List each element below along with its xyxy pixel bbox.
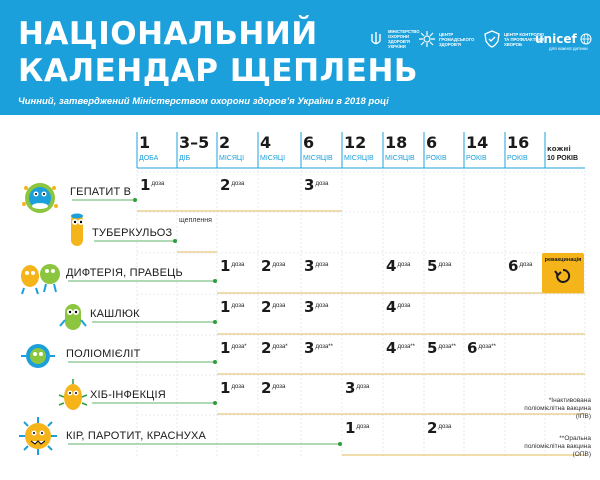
dose-number: 3 [304,176,315,194]
column-unit-10: 10 РОКІВ [547,155,579,162]
dose-number: 5 [427,257,438,275]
column-unit-7: РОКІВ [426,155,447,162]
dose-number: 2 [261,257,272,275]
dose-cell [304,341,333,356]
connector-dot [213,320,217,324]
dose-footnote-mark: * [285,344,288,350]
dose-number: 4 [386,339,397,357]
dose-number: 3 [304,298,315,316]
disease-label-2: ДИФТЕРІЯ, ПРАВЕЦЬ [66,267,183,279]
column-age-10: кожні [547,145,571,153]
column-unit-0: ДОБА [139,155,159,162]
disease-label-5: ХІБ-ІНФЕКЦІЯ [90,389,166,401]
footnote-opv: **Оральна поліомієлітна вакцина (ОПВ) [524,435,591,458]
dose-word: доза [231,344,245,350]
dose-word: доза [272,384,286,390]
dose-word: доза [231,303,245,309]
connector-dot [173,239,177,243]
column-unit-4: МІСЯЦІВ [303,155,333,162]
dose-number: 1 [220,257,231,275]
dose-number: 1 [140,176,151,194]
connector-dot [338,442,342,446]
repeat-arrow-icon [554,267,572,285]
logo-disease-control-center-text: ЦЕНТР КОНТРОЛЮ ТА ПРОФІЛАКТИКИ ХВОРОБ [504,31,544,47]
dose-word: доза [231,181,245,187]
connector-dot [133,198,137,202]
column-unit-5: МІСЯЦІВ [344,155,374,162]
connector-dot [213,360,217,364]
dose-number: 4 [386,298,397,316]
page-subtitle: Чинний, затверджений Міністерством охорони здоров’я України в 2018 році [18,96,389,107]
dose-footnote-mark: ** [491,344,496,350]
dose-number: 1 [220,379,231,397]
dose-word: доза [272,303,286,309]
column-unit-1: ДІБ [179,155,191,162]
polio-virus-icon [18,340,58,372]
dose-cell [261,341,288,356]
column-age-2: 2 [219,133,231,152]
dose-cell [140,178,164,193]
dose-number: 3 [304,257,315,275]
hib-bacterium-icon [58,375,88,415]
connector-dot [213,401,217,405]
revaccination-label: ревакцинація [544,257,582,263]
dose-number: 2 [261,339,272,357]
dose-number: 4 [386,257,397,275]
dose-word: доза [397,262,411,268]
connector-dot [213,279,217,283]
column-age-0: 1 [139,133,151,152]
dose-footnote-mark: ** [328,344,333,350]
column-age-1: 3–5 [179,133,210,152]
dose-number: 2 [261,379,272,397]
hepatitis-b-virus-icon [18,178,62,218]
dose-number: 2 [427,419,438,437]
dose-number: 6 [508,257,519,275]
dose-word: доза [315,262,329,268]
disease-label-4: ПОЛІОМІЄЛІТ [66,348,141,360]
grid-lines [137,132,585,456]
dose-cell [467,341,496,356]
dose-number: 1 [220,298,231,316]
dose-cell [427,421,451,436]
dose-number: 1 [345,419,356,437]
dose-word: доза [272,262,286,268]
dose-word: доза [315,344,329,350]
column-unit-2: МІСЯЦІ [219,155,245,162]
dose-cell [220,381,244,396]
dose-cell [386,300,410,315]
diphtheria-tetanus-bacteria-icon [16,258,64,296]
column-unit-6: МІСЯЦІВ [385,155,415,162]
dose-number: 6 [467,339,478,357]
dose-number: 3 [345,379,356,397]
dose-footnote-mark: ** [451,344,456,350]
dose-cell [427,341,456,356]
dose-word: доза [315,303,329,309]
logo-ministry-text: МІНІСТЕРСТВО ОХОРОНИ ЗДОРОВ'Я УКРАЇНИ [388,29,420,49]
page-title-line2: КАЛЕНДАР ЩЕПЛЕНЬ [18,53,419,89]
dose-word: доза [231,262,245,268]
page-title-line1: НАЦІОНАЛЬНИЙ [18,16,318,52]
dose-number: 3 [304,339,315,357]
column-unit-8: РОКІВ [466,155,487,162]
dose-cell [261,381,285,396]
dose-word: доза [397,344,411,350]
dose-cell [220,178,244,193]
dose-word: доза [356,424,370,430]
tuberculosis-bacterium-icon [64,210,90,250]
dose-word: доза [438,424,452,430]
dose-cell [304,178,328,193]
dose-number: 2 [220,176,231,194]
dose-word: доза [519,262,533,268]
disease-label-6: КІР, ПАРОТИТ, КРАСНУХА [66,430,207,442]
column-age-3: 4 [260,133,272,152]
disease-label-3: КАШЛЮК [90,308,140,320]
dose-cell [220,341,247,356]
column-unit-9: РОКІВ [507,155,528,162]
column-age-7: 6 [426,133,438,152]
logo-public-health-center-text: ЦЕНТР ГРОМАДСЬКОГО ЗДОРОВ'Я [439,31,475,47]
column-unit-3: МІСЯЦІ [260,155,286,162]
dose-cell [261,259,285,274]
dose-number: 1 [220,339,231,357]
dose-cell [304,259,328,274]
dose-footnote-mark: ** [410,344,415,350]
dose-cell [386,341,415,356]
tuberculosis-note: щеплення [179,217,212,224]
logo-unicef-tagline: для кожної дитини [549,46,588,51]
dose-word: доза [315,181,329,187]
dose-cell [220,259,244,274]
dose-cell [386,259,410,274]
dose-word: доза [356,384,370,390]
dose-word: доза [272,344,286,350]
dose-cell [261,300,285,315]
dose-cell [427,259,451,274]
column-age-5: 12 [344,133,367,152]
dose-cell [220,300,244,315]
dose-word: доза [151,181,165,187]
disease-label-0: ГЕПАТИТ В [70,186,132,198]
dose-word: доза [438,262,452,268]
column-age-9: 16 [507,133,530,152]
dose-word: доза [397,303,411,309]
dose-number: 2 [261,298,272,316]
dose-cell [345,421,369,436]
dose-footnote-mark: * [244,344,247,350]
column-age-4: 6 [303,133,315,152]
disease-label-1: ТУБЕРКУЛЬОЗ [92,227,173,239]
revaccination-badge [542,253,584,293]
measles-mumps-rubella-virus-icon [16,414,60,458]
logo-unicef-text: unicef [535,32,577,46]
dose-word: доза [231,384,245,390]
column-age-6: 18 [385,133,408,152]
dose-cell [304,300,328,315]
dose-number: 5 [427,339,438,357]
dose-word: доза [438,344,452,350]
footnote-ipv: *Інактивована поліомієлітна вакцина (ІПВ) [524,397,591,420]
pertussis-bacterium-icon [58,300,88,336]
column-age-8: 14 [466,133,489,152]
dose-cell [345,381,369,396]
dose-word: доза [478,344,492,350]
dose-cell [508,259,532,274]
